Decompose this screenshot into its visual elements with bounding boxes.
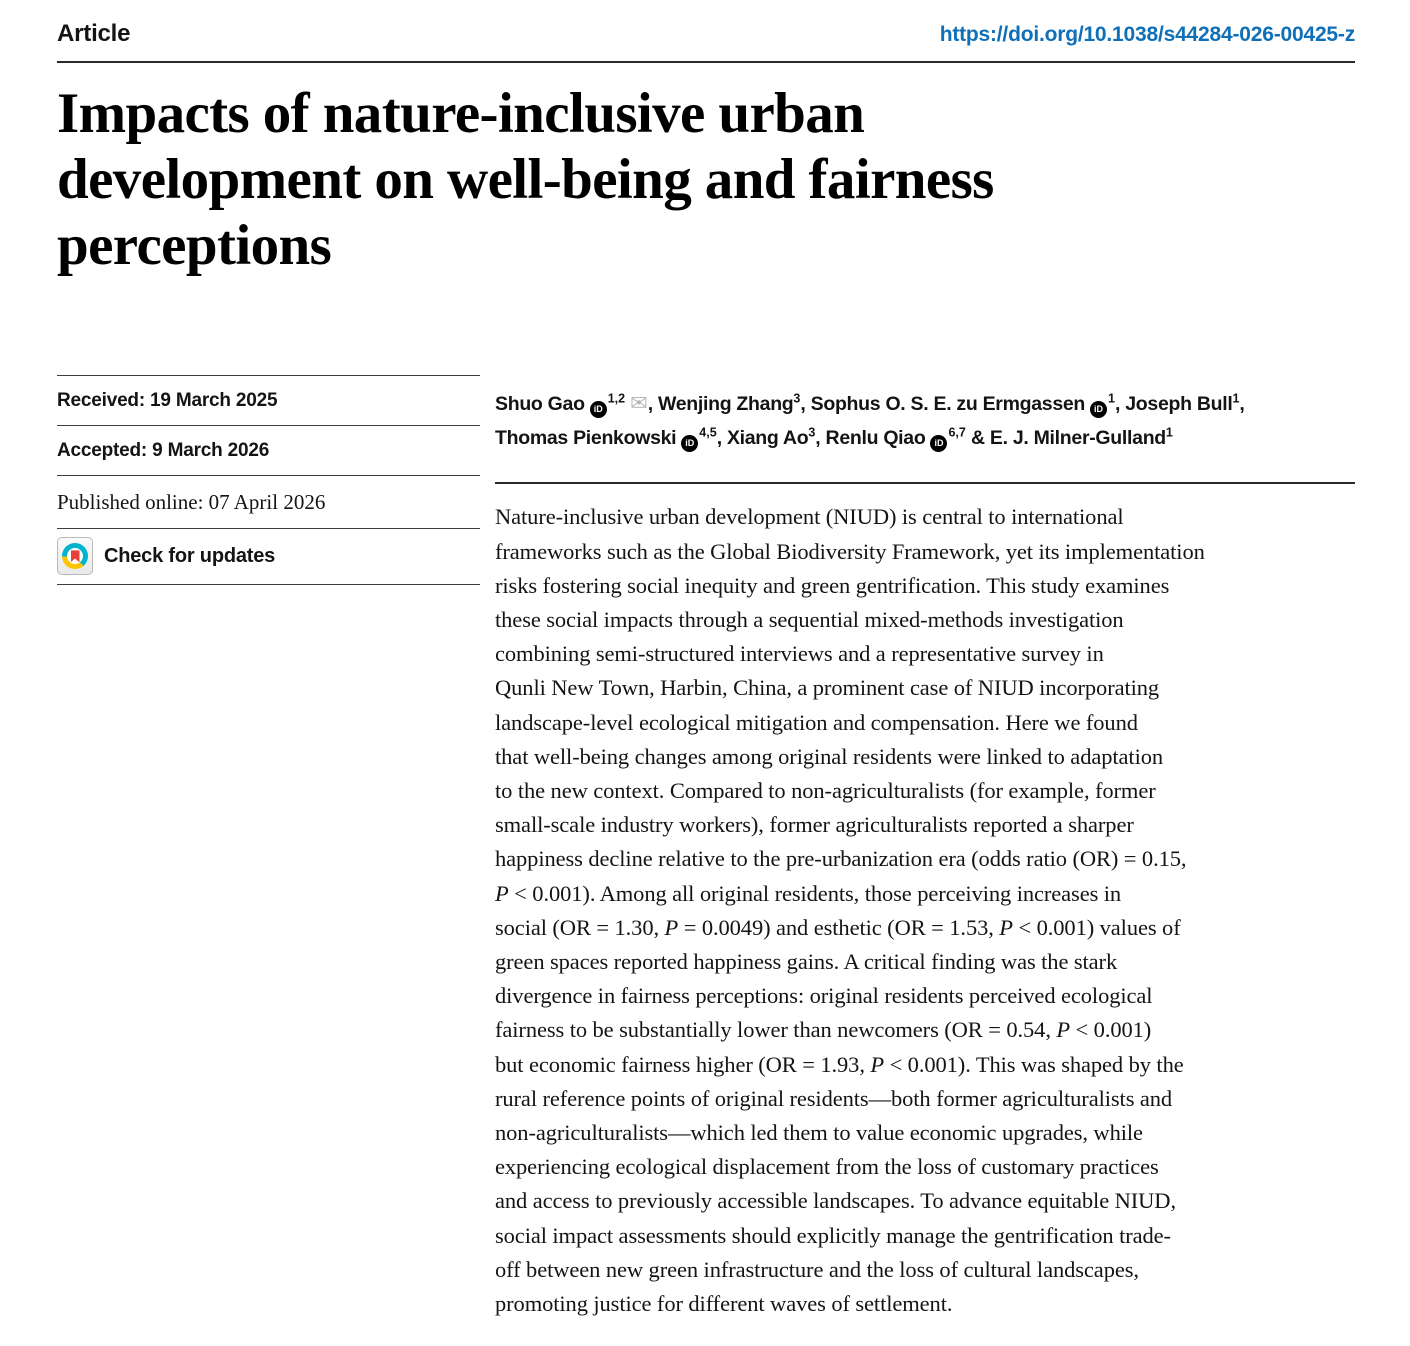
orcid-icon[interactable]: iD (681, 435, 698, 452)
author-affiliation-superscript: 3 (793, 391, 801, 406)
abstract-line: off between new green infrastructure and the loss of cultural landscapes, (495, 1256, 1139, 1282)
orcid-icon[interactable]: iD (930, 435, 947, 452)
abstract-line: that well-being changes among original residents were linked to adaptation (495, 743, 1164, 769)
accepted-date: Accepted: 9 March 2026 (57, 425, 480, 475)
doi-link[interactable]: https://doi.org/10.1038/s44284-026-00425-z (939, 23, 1355, 46)
abstract-line: divergence in fairness perceptions: original residents perceived ecological (495, 983, 1153, 1009)
received-date: Received: 19 March 2025 (57, 375, 480, 425)
abstract-line: non-agriculturalists—which led them to value economic upgrades, while (495, 1119, 1143, 1145)
abstract-line: combining semi-structured interviews and a representative survey in (495, 641, 1104, 667)
abstract-line: green spaces reported happiness gains. A critical finding was the stark (495, 948, 1118, 974)
author-affiliation-superscript: 3 (808, 425, 816, 440)
published-date: Published online: 07 April 2026 (57, 475, 480, 528)
abstract-line: Qunli New Town, Harbin, China, a prominent case of NIUD incorporating (495, 675, 1160, 701)
crossmark-icon (57, 537, 93, 575)
abstract-line: social (OR = 1.30, P = 0.0049) and esthetic (OR = 1.53, P < 0.001) values of (495, 914, 1181, 940)
author-affiliation-superscript: 1 (1165, 425, 1173, 440)
abstract-line: rural reference points of original residents—both former agriculturalists and (495, 1085, 1173, 1111)
crossmark-core (67, 548, 83, 564)
top-header (57, 20, 1355, 63)
author-affiliation-superscript: 1 (1232, 391, 1240, 406)
page-title: Impacts of nature-inclusive urban development on well-being and fairness perceptions (57, 82, 994, 278)
orcid-icon[interactable]: iD (590, 401, 607, 418)
author-affiliation-superscript: 6,7 (948, 425, 966, 440)
abstract-line: and access to previously accessible landscapes. To advance equitable NIUD, (495, 1188, 1176, 1214)
two-column-layout (57, 375, 1355, 1321)
check-for-updates-button[interactable] (57, 528, 480, 585)
abstract-line: these social impacts through a sequential mixed-methods investigation (495, 606, 1124, 632)
abstract-divider (495, 482, 1355, 484)
abstract-line: fairness to be substantially lower than newcomers (OR = 0.54, P < 0.001) (495, 1017, 1152, 1043)
abstract-line: social impact assessments should explicitly manage the gentrification trade- (495, 1222, 1171, 1248)
main-content (495, 375, 1355, 1321)
abstract-text (495, 500, 1355, 1321)
abstract-line: to the new context. Compared to non-agriculturalists (for example, former (495, 777, 1156, 803)
envelope-icon[interactable]: ✉ (630, 392, 648, 416)
abstract-line: but economic fairness higher (OR = 1.93, P < 0.001). This was shaped by the (495, 1051, 1184, 1077)
crossmark-ring (62, 543, 88, 569)
abstract-line: risks fostering social inequity and green gentrification. This study examines (495, 572, 1170, 598)
abstract-line: P < 0.001). Among all original residents, those perceiving increases in (495, 880, 1122, 906)
article-kicker: Article (57, 20, 131, 47)
check-for-updates-label: Check for updates (104, 544, 276, 567)
meta-panel (57, 375, 480, 1321)
abstract-line: landscape-level ecological mitigation and compensation. Here we found (495, 709, 1138, 735)
author-affiliation-superscript: 1 (1108, 391, 1115, 406)
author-affiliation-superscript: 4,5 (699, 425, 717, 440)
abstract-line: frameworks such as the Global Biodiversity Framework, yet its implementation (495, 538, 1205, 564)
abstract-line: small-scale industry workers), former agriculturalists reported a sharper (495, 812, 1134, 838)
abstract-line: happiness decline relative to the pre-urbanization era (odds ratio (OR) = 0.15, (495, 846, 1187, 872)
abstract-line: experiencing ecological displacement from the loss of customary practices (495, 1154, 1159, 1180)
orcid-icon[interactable]: iD (1090, 401, 1107, 418)
author-affiliation-superscript: 1,2 (607, 391, 626, 406)
abstract-line: Nature-inclusive urban development (NIUD) is central to international (495, 504, 1124, 530)
abstract-line: promoting justice for different waves of settlement. (495, 1291, 953, 1316)
authors-line: Shuo Gao iD$^{1,2}$ ✉, Wenjing Zhang$^3$, Sophus O. S. E. zu Ermgassen $iD^1$, Joseph Bull$^1$, Thomas Pienkowski iD$^{4,5}$, Xiang Ao$^3$, Renlu Qiao iD$^{6,7}$ & E. J. Milner-Gulland$^1$ (495, 387, 1355, 455)
crossmark-bookmark-icon (71, 550, 80, 562)
